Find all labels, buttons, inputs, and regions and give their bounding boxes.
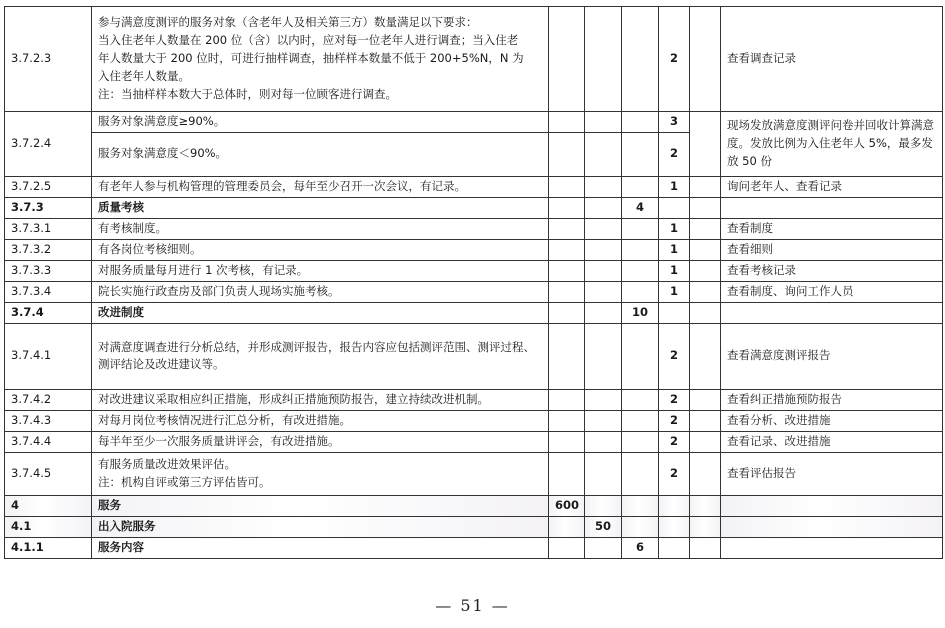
score-l1 — [549, 7, 585, 112]
item-requirement: 服务对象满意度≥90%。 — [92, 112, 549, 133]
score-l1 — [549, 260, 585, 281]
item-score — [659, 537, 690, 558]
score-l3 — [622, 112, 659, 133]
item-code: 3.7.3 — [5, 197, 92, 218]
item-code: 3.7.2.4 — [5, 112, 92, 177]
item-requirement: 每半年至少一次服务质量讲评会，有改进措施。 — [92, 431, 549, 452]
assessment-method: 查看满意度测评报告 — [721, 323, 943, 389]
blank-cell — [690, 218, 721, 239]
score-l2 — [585, 302, 622, 323]
score-l3 — [622, 495, 659, 516]
item-code: 4 — [5, 495, 92, 516]
blank-cell — [690, 537, 721, 558]
requirement-note: 注：机构自评或第三方评估皆可。 — [98, 474, 271, 489]
assessment-method — [721, 516, 943, 537]
item-requirement — [92, 323, 549, 389]
table-row — [5, 323, 943, 389]
section-score: 4 — [622, 197, 659, 218]
table-row — [5, 281, 943, 302]
assessment-method: 查看纠正措施预防报告 — [721, 389, 943, 410]
score-l3 — [622, 452, 659, 495]
item-score — [659, 495, 690, 516]
blank-cell — [690, 302, 721, 323]
table-row — [5, 112, 943, 133]
assessment-method — [721, 112, 943, 177]
assessment-method — [721, 495, 943, 516]
assessment-method: 查看考核记录 — [721, 260, 943, 281]
score-l1 — [549, 112, 585, 133]
score-l2 — [585, 389, 622, 410]
item-code: 3.7.4.2 — [5, 389, 92, 410]
requirement-line: 年人数量大于 200 位时，可进行抽样调查，抽样样本数量不低于 200+5%N，N 为 — [98, 51, 524, 66]
requirement-line: 入住老年人数量。 — [98, 68, 190, 83]
score-l3 — [622, 260, 659, 281]
item-requirement: 有老年人参与机构管理的管理委员会，每年至少召开一次会议，有记录。 — [92, 176, 549, 197]
table-row — [5, 218, 943, 239]
score-l1 — [549, 389, 585, 410]
item-code: 3.7.4.3 — [5, 410, 92, 431]
item-code: 3.7.3.2 — [5, 239, 92, 260]
score-l2 — [585, 218, 622, 239]
item-score: 1 — [659, 239, 690, 260]
table-row — [5, 495, 943, 516]
item-requirement: 有考核制度。 — [92, 218, 549, 239]
item-requirement: 院长实施行政查房及部门负责人现场实施考核。 — [92, 281, 549, 302]
section-heading: 服务 — [92, 495, 549, 516]
score-l2 — [585, 112, 622, 133]
item-score: 1 — [659, 176, 690, 197]
blank-cell — [690, 7, 721, 112]
table-row — [5, 7, 943, 112]
score-l3 — [622, 431, 659, 452]
blank-cell — [690, 516, 721, 537]
score-l3 — [622, 389, 659, 410]
requirement-line: 对满意度调查进行分析总结，并形成测评报告，报告内容应包括测评范围、测评过程、 — [98, 339, 535, 354]
score-l1 — [549, 197, 585, 218]
blank-cell — [690, 431, 721, 452]
table-row — [5, 197, 943, 218]
section-heading: 质量考核 — [92, 197, 549, 218]
score-l1 — [549, 239, 585, 260]
score-l2 — [585, 7, 622, 112]
assessment-method — [721, 197, 943, 218]
table-row — [5, 239, 943, 260]
blank-cell — [690, 281, 721, 302]
blank-cell — [690, 389, 721, 410]
score-l2 — [585, 410, 622, 431]
table-row — [5, 389, 943, 410]
item-score — [659, 516, 690, 537]
assessment-method: 查看制度、询问工作人员 — [721, 281, 943, 302]
item-requirement: 对服务质量每月进行 1 次考核，有记录。 — [92, 260, 549, 281]
requirement-line: 参与满意度测评的服务对象（含老年人及相关第三方）数量满足以下要求： — [98, 15, 478, 30]
score-l1 — [549, 176, 585, 197]
item-score: 1 — [659, 218, 690, 239]
table-row — [5, 302, 943, 323]
blank-cell — [690, 260, 721, 281]
score-l2 — [585, 132, 622, 176]
score-l2 — [585, 323, 622, 389]
item-score: 2 — [659, 452, 690, 495]
item-score: 2 — [659, 7, 690, 112]
page-number: — 51 — — [435, 596, 510, 615]
score-l1 — [549, 132, 585, 176]
blank-cell — [690, 410, 721, 431]
table-row — [5, 516, 943, 537]
item-score: 2 — [659, 389, 690, 410]
item-code: 4.1.1 — [5, 537, 92, 558]
item-code: 3.7.3.3 — [5, 260, 92, 281]
item-requirement: 对每月岗位考核情况进行汇总分析，有改进措施。 — [92, 410, 549, 431]
score-l2 — [585, 537, 622, 558]
score-l1 — [549, 516, 585, 537]
section-score: 600 — [549, 495, 585, 516]
method-line: 放 50 份 — [727, 153, 772, 168]
item-requirement: 有各岗位考核细则。 — [92, 239, 549, 260]
score-l3 — [622, 239, 659, 260]
assessment-method: 询问老年人、查看记录 — [721, 176, 943, 197]
assessment-method: 查看评估报告 — [721, 452, 943, 495]
assessment-method: 查看分析、改进措施 — [721, 410, 943, 431]
score-l3 — [622, 323, 659, 389]
blank-cell — [690, 323, 721, 389]
item-requirement — [92, 452, 549, 495]
item-code: 3.7.2.5 — [5, 176, 92, 197]
score-l2 — [585, 431, 622, 452]
requirement-line: 测评结论及改进建议等。 — [98, 357, 225, 372]
section-heading: 出入院服务 — [92, 516, 549, 537]
item-code: 3.7.3.4 — [5, 281, 92, 302]
item-score — [659, 197, 690, 218]
assessment-method: 查看细则 — [721, 239, 943, 260]
blank-cell — [690, 176, 721, 197]
item-code: 3.7.2.3 — [5, 7, 92, 112]
table-row — [5, 410, 943, 431]
item-code: 3.7.4.1 — [5, 323, 92, 389]
assessment-method: 查看记录、改进措施 — [721, 431, 943, 452]
requirement-note: 注：当抽样样本数大于总体时，则对每一位顾客进行调查。 — [98, 86, 397, 101]
score-l1 — [549, 452, 585, 495]
score-l1 — [549, 410, 585, 431]
assessment-method — [721, 302, 943, 323]
score-l3 — [622, 176, 659, 197]
item-code: 3.7.4 — [5, 302, 92, 323]
score-l2 — [585, 281, 622, 302]
table-row — [5, 176, 943, 197]
section-score: 10 — [622, 302, 659, 323]
score-l1 — [549, 323, 585, 389]
score-l2 — [585, 495, 622, 516]
score-l1 — [549, 302, 585, 323]
score-l1 — [549, 218, 585, 239]
blank-cell — [690, 495, 721, 516]
item-code: 3.7.4.5 — [5, 452, 92, 495]
method-line: 度。发放比例为入住老年人 5%，最多发 — [727, 136, 933, 150]
item-requirement — [92, 7, 549, 112]
item-requirement: 对改进建议采取相应纠正措施，形成纠正措施预防报告，建立持续改进机制。 — [92, 389, 549, 410]
table-row — [5, 260, 943, 281]
standards-table — [4, 6, 943, 559]
score-l3 — [622, 7, 659, 112]
item-score: 1 — [659, 281, 690, 302]
blank-cell — [690, 239, 721, 260]
blank-cell — [690, 452, 721, 495]
requirement-line: 有服务质量改进效果评估。 — [98, 457, 236, 471]
item-score: 2 — [659, 410, 690, 431]
assessment-method: 查看制度 — [721, 218, 943, 239]
section-score: 6 — [622, 537, 659, 558]
blank-cell — [690, 197, 721, 218]
section-heading: 服务内容 — [92, 537, 549, 558]
item-score: 3 — [659, 112, 690, 133]
score-l2 — [585, 260, 622, 281]
item-score: 2 — [659, 431, 690, 452]
table-row — [5, 537, 943, 558]
method-line: 现场发放满意度测评问卷并回收计算满意 — [727, 118, 934, 133]
score-l2 — [585, 452, 622, 495]
blank-cell — [690, 112, 721, 177]
score-l1 — [549, 537, 585, 558]
item-code: 4.1 — [5, 516, 92, 537]
table-row — [5, 431, 943, 452]
score-l3 — [622, 410, 659, 431]
score-l2 — [585, 176, 622, 197]
section-score: 50 — [585, 516, 622, 537]
assessment-method: 查看调查记录 — [721, 7, 943, 112]
score-l2 — [585, 239, 622, 260]
item-score: 2 — [659, 323, 690, 389]
score-l3 — [622, 132, 659, 176]
item-code: 3.7.4.4 — [5, 431, 92, 452]
item-score — [659, 302, 690, 323]
item-code: 3.7.3.1 — [5, 218, 92, 239]
score-l3 — [622, 516, 659, 537]
item-requirement: 服务对象满意度＜90%。 — [92, 132, 549, 176]
score-l1 — [549, 281, 585, 302]
assessment-method — [721, 537, 943, 558]
score-l2 — [585, 197, 622, 218]
item-score: 2 — [659, 132, 690, 176]
item-score: 1 — [659, 260, 690, 281]
requirement-line: 当入住老年人数量在 200 位（含）以内时，应对每一位老年人进行调查；当入住老 — [98, 33, 519, 48]
score-l1 — [549, 431, 585, 452]
score-l3 — [622, 281, 659, 302]
score-l3 — [622, 218, 659, 239]
section-heading: 改进制度 — [92, 302, 549, 323]
table-row — [5, 452, 943, 495]
